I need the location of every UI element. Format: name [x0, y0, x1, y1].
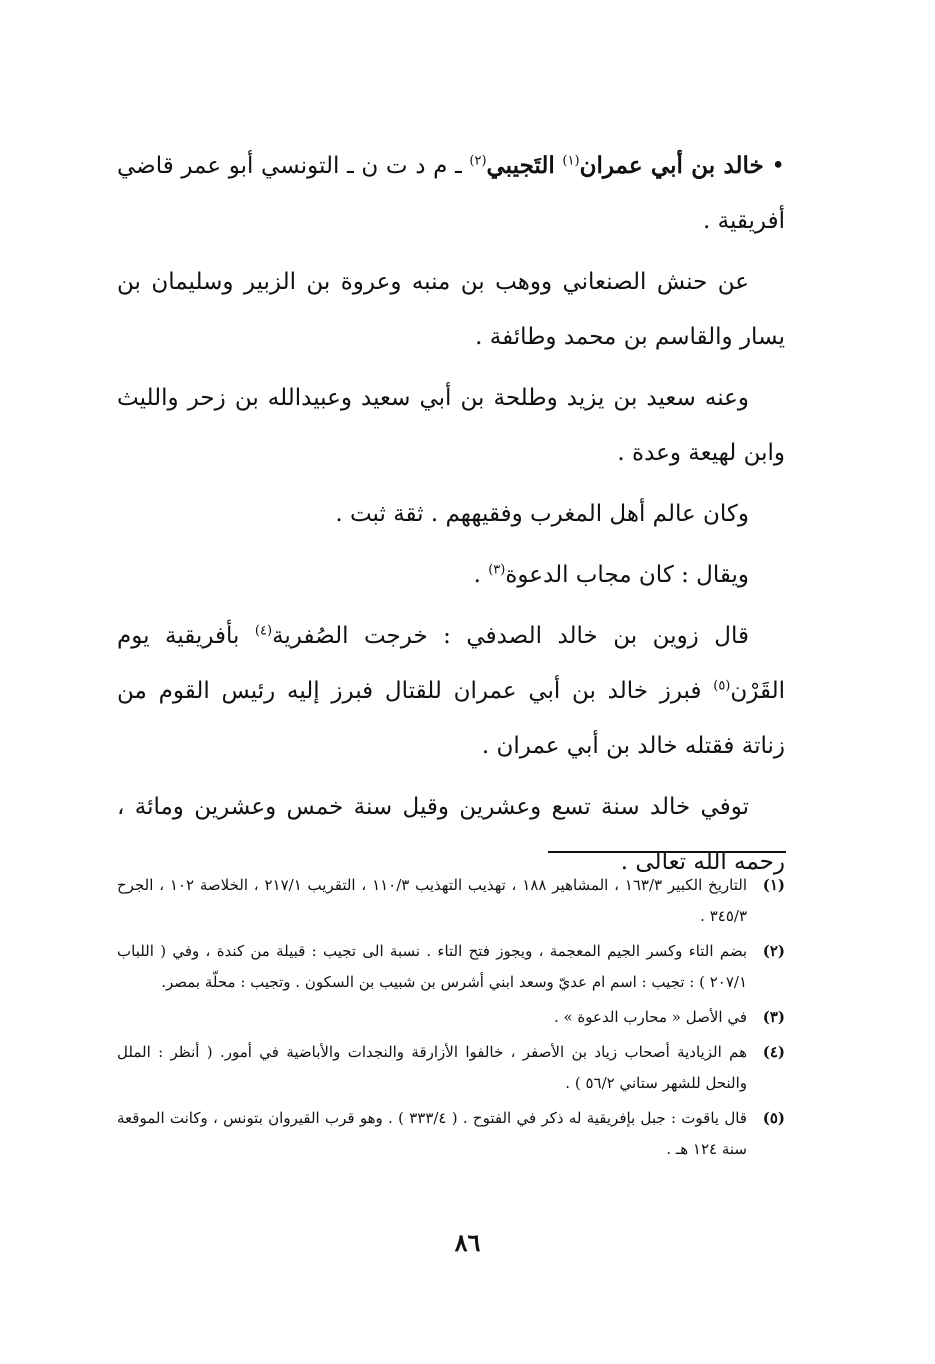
footnote-4 — [117, 1037, 785, 1099]
entry-heading — [117, 138, 785, 249]
paragraph-status: وكان عالم أهل المغرب وفقيههم . ثقة ثبت . — [335, 501, 749, 527]
footnote-ref-3[interactable]: (٣) — [488, 562, 506, 578]
footnote-number: (٣) — [762, 1008, 785, 1026]
paragraph-battle-a: قال زوين بن خالد الصدفي : خرجت الصُفرية — [272, 623, 749, 649]
footnote-separator — [548, 851, 786, 853]
paragraph-dua-end: . — [473, 562, 489, 588]
footnote-2 — [117, 936, 785, 998]
footnote-text: هم الزيادية أصحاب زياد بن الأصفر ، خالفوا الأزارقة والنجدات والأباضية في أمور. ( أنظر : الملل والنحل للشهر ستاني ٥٦/٢ ) . — [117, 1043, 747, 1092]
paragraph-dua-text: ويقال : كان مجاب الدعوة — [505, 562, 749, 588]
footnote-text: في الأصل « محارب الدعوة » . — [553, 1008, 747, 1026]
footnote-ref-1[interactable]: (١) — [562, 153, 580, 169]
paragraph-teachers: عن حنش الصنعاني ووهب بن منبه وعروة بن الزبير وسليمان بن يسار والقاسم بن محمد وطائفة . — [117, 269, 785, 350]
footnote-5 — [117, 1103, 785, 1165]
footnote-ref-4[interactable]: (٤) — [254, 623, 273, 639]
footnote-text: التاريخ الكبير ١٦٣/٣ ، المشاهير ١٨٨ ، تهذيب التهذيب ١١٠/٣ ، التقريب ٢١٧/١ ، الخلاصة ١٠٢ ، الجرح ٣٤٥/٣ . — [117, 876, 747, 925]
footnotes — [117, 870, 785, 1169]
paragraph-students: وعنه سعيد بن يزيد وطلحة بن أبي سعيد وعبيدالله بن زحر والليث وابن لهيعة وعدة . — [117, 385, 785, 466]
paragraph-battle-c: فبرز خالد بن أبي عمران للقتال فبرز إليه رئيس القوم من زناتة فقتله خالد بن أبي عمران . — [117, 678, 785, 759]
footnote-text: بضم التاء وكسر الجيم المعجمة ، ويجوز فتح التاء . نسبة الى تجيب : قبيلة من كندة ، وفي ( اللباب ٢٠٧/١ ) : تجيب : اسم ام عديّ وسعد ابني أشرس بن شبيب بن السكون . وتجيب : محلّة بمصر. — [117, 942, 747, 991]
footnote-text: قال ياقوت : جبل بإفريقية له ذكر في الفتوح . ( ٣٣٣/٤ ) . وهو قرب القيروان بتونس ، وكانت الموقعة سنة ١٢٤ هـ . — [117, 1109, 747, 1158]
entry-rest: ـ م د ت ن ـ التونسي أبو عمر قاضي أفريقية . — [117, 153, 785, 234]
footnote-ref-5[interactable]: (٥) — [713, 678, 731, 694]
footnote-number: (١) — [762, 876, 785, 894]
paragraph-death: توفي خالد سنة تسع وعشرين وقيل سنة خمس وعشرين ومائة ، رحمه الله تعالى . — [117, 794, 785, 875]
entry-nisba: التَجيبي — [486, 152, 555, 179]
footnote-number: (٥) — [762, 1109, 785, 1127]
footnote-ref-2[interactable]: (٢) — [469, 153, 487, 169]
footnote-number: (٤) — [762, 1043, 785, 1061]
entry-name: خالد بن أبي عمران — [579, 152, 764, 179]
paragraph-battle — [117, 609, 785, 774]
footnote-1 — [117, 870, 785, 932]
main-text — [117, 138, 785, 896]
entry-marker: • — [771, 153, 785, 179]
footnote-number: (٢) — [762, 942, 785, 960]
page-number: ٨٦ — [454, 1228, 481, 1257]
paragraph-battle-b: بأفريقية يوم القَرْن — [117, 623, 785, 704]
footnote-3 — [117, 1002, 785, 1033]
paragraph-dua — [117, 548, 785, 603]
